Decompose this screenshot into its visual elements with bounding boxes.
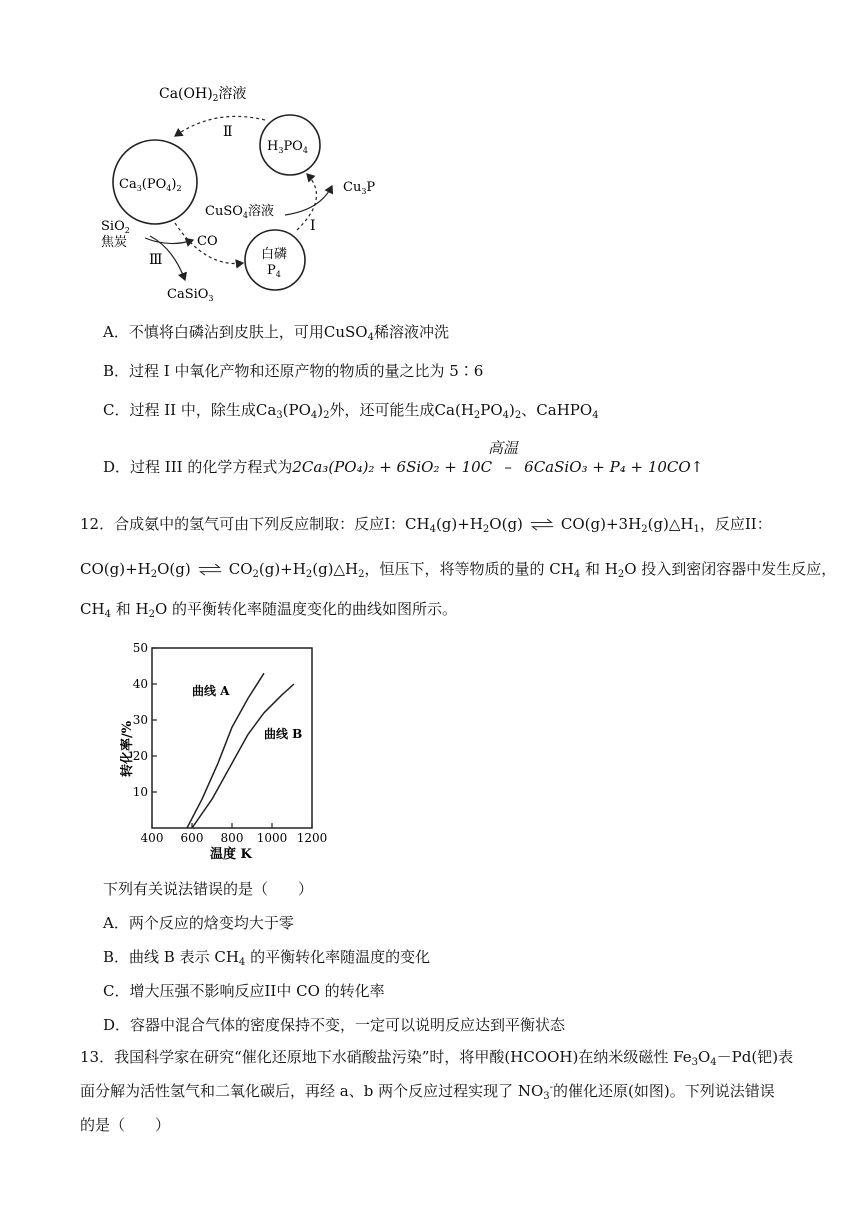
chart-ytick-label: 10 [132,785,148,799]
chart-series-line-b [192,684,294,828]
q11-option-c: C．过程 II 中，除生成$Ca_3(PO_4)_2$外，还可能生成$Ca(H_2PO_4)_2$、CaHPO$_4$ [103,401,599,421]
q12-option-c: C．增大压强不影响反应II中 CO 的转化率 [103,982,385,1000]
q12-ask: 下列有关说法错误的是（ ） [103,880,314,898]
q12-option-b: B．曲线 B 表示 $CH_4$ 的平衡转化率随温度的变化 [103,948,431,968]
chart-xlabel: 温度 K [210,847,252,862]
step3-label: Ⅲ [149,252,163,268]
q12-line2: $CO(g)+H_2O(g)$ $CO_2(g)+H_2(g)\triangle H_2$，恒压下，将等物质的量的 $CH_4$ 和 $H_2O$ 投入到密闭容器中发生反应， [80,560,837,580]
step1-label: Ⅰ [310,218,316,234]
chart-ytick-label: 20 [132,749,148,763]
q11-option-d: D．过程 III 的化学方程式为2Ca₃(PO₄)₂ + 6SiO₂ + 10C – 6CaSiO₃ + P₄ + 10CO↑ [103,458,704,476]
equilibrium-arrow-icon [527,519,557,531]
chart-xtick-label: 400 [140,831,164,845]
q13-line2: 面分解为活性氢气和二氧化碳后，再经 a、b 两个反应过程实现了 $NO_3^-$的催化还原(如图)。下列说法错误 [80,1082,775,1102]
arc-step2 [175,116,265,136]
chart-series-label-b: 曲线 B [264,727,303,741]
conversion-rate-chart [120,632,340,862]
chart-xtick-label: 1000 [256,831,288,845]
cuso4-label: CuSO$_4$溶液 [205,204,274,220]
q11-option-b: B．过程 I 中氧化产物和还原产物的物质的量之比为 5∶6 [103,362,484,380]
arrow-cu3p [285,186,332,215]
chart-xtick-label: 600 [180,831,204,845]
q13-line1: 13．我国科学家在研究“催化还原地下水硝酸盐污染”时，将甲酸(HCOOH)在纳米级磁性 $Fe_3O_4-Pd$(钯)表 [80,1048,794,1068]
sio2-label: SiO$_2$ [101,219,130,235]
coke-label: 焦炭 [101,235,128,250]
co-label: CO [197,234,218,249]
equilibrium-arrow-icon [195,564,225,576]
chart-ytick-label: 30 [132,713,148,727]
phosphorus-cycle-diagram [95,78,395,308]
white-p-label: 白磷 [261,247,288,262]
q12-option-a: A．两个反应的焓变均大于零 [103,914,294,932]
chart-xtick-label: 1200 [296,831,328,845]
q12-option-d: D．容器中混合气体的密度保持不变，一定可以说明反应达到平衡状态 [103,1016,566,1034]
ca3po42-label: $Ca_3(PO_4)_2$ [119,177,182,193]
q12-line3: $CH_4$ 和 $H_2O$ 的平衡转化率随温度变化的曲线如图所示。 [80,600,458,620]
q11-d-condition: 高温 [488,439,519,457]
chart-ytick-label: 40 [132,677,148,691]
q12-line1: 12．合成氨中的氢气可由下列反应制取：反应I：$CH_4(g)+H_2O(g)$ $CO(g)+3H_2(g)\triangle H_1$，反应II： [80,515,772,535]
q13-line3: 的是（ ） [80,1116,171,1134]
caoh2-label: $Ca(OH)_2$溶液 [159,86,247,104]
q11-option-a: A．不慎将白磷沾到皮肤上，可用CuSO$_4$稀溶液冲洗 [103,323,449,343]
chart-xtick-label: 800 [220,831,244,845]
cu3p-label: $Cu_3P$ [343,180,376,196]
p4-label: $P_4$ [267,263,281,279]
step2-label: Ⅱ [223,124,233,140]
chart-series-label-a: 曲线 A [192,683,230,698]
chart-ytick-label: 50 [132,641,148,655]
casio3-label: CaSiO$_3$ [167,287,214,303]
arrow-co [145,238,193,244]
h3po4-label: $H_3PO_4$ [267,139,308,155]
chart-ylabel: 转化率/% [120,720,135,777]
